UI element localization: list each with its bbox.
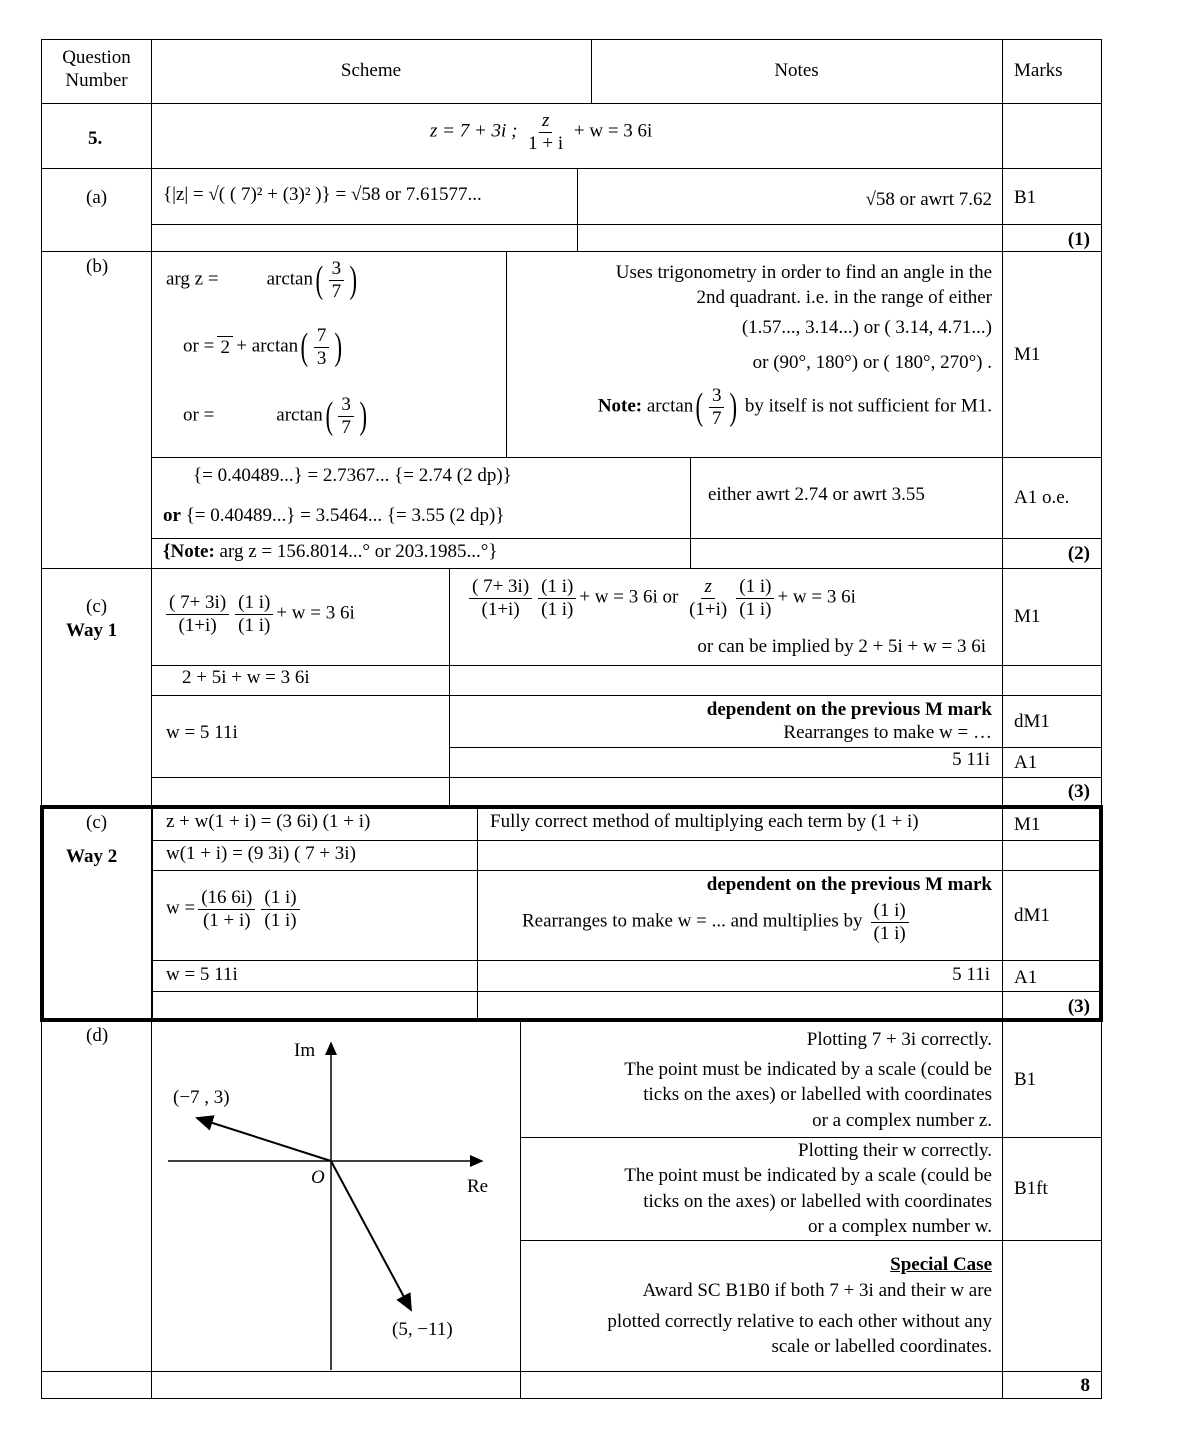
c1-scheme-2: 2 + 5i + w = 3 6i bbox=[182, 667, 310, 688]
d-n2-4: or a complex number w. bbox=[808, 1216, 992, 1237]
header-marks: Marks bbox=[1014, 60, 1063, 81]
point-z-label: (−7 , 3) bbox=[173, 1087, 230, 1108]
frac-num: z bbox=[539, 110, 552, 133]
text: arg z = bbox=[166, 268, 219, 290]
c1-ans: 5 11i bbox=[952, 749, 990, 770]
re-label: Re bbox=[467, 1176, 489, 1197]
sc-1: Award SC B1B0 if both 7 + 3i and their w are bbox=[642, 1280, 992, 1301]
frac-num: 3 bbox=[329, 258, 345, 281]
frac-den: 7 bbox=[341, 416, 351, 438]
part-c2-label: (c) bbox=[86, 812, 108, 833]
arg-line-3: or = arctan( $\frac{3}{7}$ ) bbox=[183, 394, 367, 438]
frac-den: (1+i) bbox=[689, 598, 728, 620]
part-d-label: (d) bbox=[86, 1025, 109, 1046]
part-c1-label: (c) bbox=[86, 596, 108, 617]
or-label: or bbox=[163, 505, 181, 526]
frac-num: (1 i) bbox=[235, 592, 273, 615]
part-a-total: (1) bbox=[1067, 229, 1090, 250]
given-eq: + w = 3 6i bbox=[573, 120, 653, 142]
text: or = bbox=[183, 335, 215, 357]
im-label: Im bbox=[294, 1040, 316, 1061]
z-vector bbox=[197, 1118, 331, 1161]
d-n1-2: The point must be indicated by a scale (could be bbox=[624, 1059, 992, 1080]
c1-notes-1 bbox=[466, 576, 856, 621]
c2-scheme-4: w = 5 11i bbox=[166, 964, 238, 985]
c1-scheme-1 bbox=[163, 592, 355, 637]
part-b-note-1: Uses trigonometry in order to find an angle in the bbox=[615, 262, 992, 283]
question-given bbox=[430, 110, 652, 155]
argand-diagram bbox=[151, 1021, 520, 1371]
d-b1: B1 bbox=[1014, 1069, 1037, 1090]
frac-num: (1 i) bbox=[736, 576, 774, 599]
part-c2-way: Way 2 bbox=[66, 846, 118, 867]
c1-dm1: dM1 bbox=[1014, 711, 1050, 732]
c1-m1: M1 bbox=[1014, 606, 1041, 627]
c1-total: (3) bbox=[1067, 781, 1090, 802]
note-label: Note: bbox=[597, 395, 643, 417]
text: arctan bbox=[266, 268, 313, 290]
frac-num: ( 7+ 3i) bbox=[469, 576, 532, 599]
part-b-label: (b) bbox=[86, 256, 109, 277]
text: arg z = 156.8014...° or 203.1985...°} bbox=[219, 541, 498, 562]
frac-den: 1 + i bbox=[528, 132, 564, 154]
text: + arctan bbox=[236, 335, 299, 357]
text: Special Case bbox=[890, 1254, 992, 1275]
frac-num: (1 i) bbox=[871, 900, 909, 923]
frac-den: 7 bbox=[331, 280, 342, 302]
d-n2-3: ticks on the axes) or labelled with coordinates bbox=[643, 1191, 992, 1212]
c2-scheme-1: z + w(1 + i) = (3 6i) (1 + i) bbox=[166, 811, 371, 832]
part-c1-way: Way 1 bbox=[66, 620, 118, 641]
text: by itself is not sufficient for M1. bbox=[744, 395, 992, 417]
part-b-note-5: Note: arctan( $\frac{3}{7}$ ) by itself is not sufficient for M1. bbox=[597, 385, 992, 429]
header-question-number: Question Number bbox=[62, 47, 131, 91]
part-b-a1: A1 o.e. bbox=[1014, 487, 1070, 508]
frac-den: 3 bbox=[316, 347, 327, 369]
c2-scheme-3 bbox=[166, 887, 303, 932]
part-b-note2 bbox=[163, 541, 498, 564]
c2-m1: M1 bbox=[1014, 814, 1041, 835]
point-w-label: (5, −11) bbox=[392, 1319, 453, 1340]
c1-notes-2: or can be implied by 2 + 5i + w = 3 6i bbox=[697, 636, 986, 657]
text: arctan bbox=[276, 404, 323, 426]
part-b-note-2: 2nd quadrant. i.e. in the range of either bbox=[696, 287, 992, 308]
part-b-result-2 bbox=[163, 505, 504, 528]
c1-dep: dependent on the previous M mark bbox=[706, 699, 992, 720]
d-n2-1: Plotting their w correctly. bbox=[798, 1140, 992, 1161]
part-b-total: (2) bbox=[1067, 543, 1090, 564]
part-b-m1: M1 bbox=[1014, 344, 1041, 365]
frac-den: (1 + i) bbox=[202, 909, 251, 931]
text: {= 0.40489...} = 3.5464... {= 3.55 (2 dp)} bbox=[185, 505, 505, 526]
text: + w = 3 6i bbox=[276, 602, 355, 624]
frac-den: (1 i) bbox=[264, 909, 297, 931]
text: + w = 3 6i or bbox=[579, 586, 679, 608]
frac-num: ( 7+ 3i) bbox=[166, 592, 229, 615]
d-n2-2: The point must be indicated by a scale (could be bbox=[624, 1165, 992, 1186]
arg-line-2: or = 2 + arctan( $\frac{7}{3}$ ) bbox=[183, 325, 343, 369]
arg-line-1: arg z = arctan( $\frac{3}{7}$ ) bbox=[166, 258, 358, 302]
c2-scheme-2: w(1 + i) = (9 3i) ( 7 + 3i) bbox=[166, 843, 356, 864]
text: arctan bbox=[646, 395, 694, 417]
part-a-label: (a) bbox=[86, 187, 108, 208]
d-b1ft: B1ft bbox=[1014, 1178, 1048, 1199]
text: Rearranges to make w = ... and multiplies by bbox=[522, 910, 863, 932]
frac-num: (1 i) bbox=[538, 576, 576, 599]
c2-rearr bbox=[522, 900, 912, 945]
d-n1-3: ticks on the axes) or labelled with coordinates bbox=[643, 1084, 992, 1105]
c2-ans: 5 11i bbox=[952, 964, 990, 985]
origin-label: O bbox=[311, 1167, 325, 1188]
c2-dep: dependent on the previous M mark bbox=[706, 874, 992, 895]
question-number: 5. bbox=[88, 128, 103, 149]
d-n1-4: or a complex number z. bbox=[812, 1110, 992, 1131]
text: w = bbox=[166, 897, 196, 919]
c2-notes-1: Fully correct method of multiplying each term by (1 + i) bbox=[490, 811, 919, 832]
frac-den: (1 i) bbox=[739, 598, 772, 620]
header-scheme: Scheme bbox=[340, 60, 402, 81]
sc-3: scale or labelled coordinates. bbox=[771, 1336, 992, 1357]
c2-a1: A1 bbox=[1014, 967, 1038, 988]
sc-2: plotted correctly relative to each other without any bbox=[607, 1311, 992, 1332]
frac-den: (1 i) bbox=[541, 598, 574, 620]
frac-num: (1 i) bbox=[261, 887, 299, 910]
d-n1-1: Plotting 7 + 3i correctly. bbox=[806, 1029, 992, 1050]
part-a-notes: √58 or awrt 7.62 bbox=[865, 189, 992, 210]
part-b-note-3: (1.57..., 3.14...) or ( 3.14, 4.71...) bbox=[741, 317, 992, 338]
part-b-result-1: {= 0.40489...} = 2.7367... {= 2.74 (2 dp)} bbox=[193, 465, 512, 486]
frac-num: 3 bbox=[709, 385, 725, 408]
part-b-a1-notes: either awrt 2.74 or awrt 3.55 bbox=[708, 484, 925, 505]
question-total: 8 bbox=[1080, 1375, 1090, 1396]
frac-num: z bbox=[701, 576, 714, 599]
c1-rearr: Rearranges to make w = … bbox=[783, 722, 992, 743]
frac-den: 2 bbox=[220, 336, 231, 358]
part-b-note-4: or (90°, 180°) or ( 180°, 270°) . bbox=[752, 352, 992, 373]
frac-den: (1+i) bbox=[481, 598, 520, 620]
header-notes: Notes bbox=[774, 60, 819, 81]
frac-num: 7 bbox=[314, 325, 330, 348]
c2-dm1: dM1 bbox=[1014, 905, 1050, 926]
c1-a1: A1 bbox=[1014, 752, 1038, 773]
frac-den: (1+i) bbox=[178, 614, 217, 636]
c1-scheme-3: w = 5 11i bbox=[166, 722, 238, 743]
frac-den: (1 i) bbox=[238, 614, 271, 636]
frac-num: (16 6i) bbox=[198, 887, 255, 910]
sc-title bbox=[890, 1254, 992, 1277]
part-a-mark: B1 bbox=[1014, 187, 1037, 208]
c2-total: (3) bbox=[1067, 996, 1090, 1017]
frac-num: 3 bbox=[338, 394, 354, 417]
frac-den: (1 i) bbox=[873, 922, 906, 944]
part-a-scheme: {|z| = √( ( 7)² + (3)² )} = √58 or 7.61577... bbox=[163, 184, 482, 205]
note-label: {Note: bbox=[163, 541, 215, 562]
given-z: z = 7 + 3i ; bbox=[430, 120, 518, 142]
text: or = bbox=[183, 404, 215, 426]
w-vector bbox=[331, 1161, 411, 1310]
text: + w = 3 6i bbox=[777, 586, 856, 608]
frac-den: 7 bbox=[711, 407, 722, 429]
